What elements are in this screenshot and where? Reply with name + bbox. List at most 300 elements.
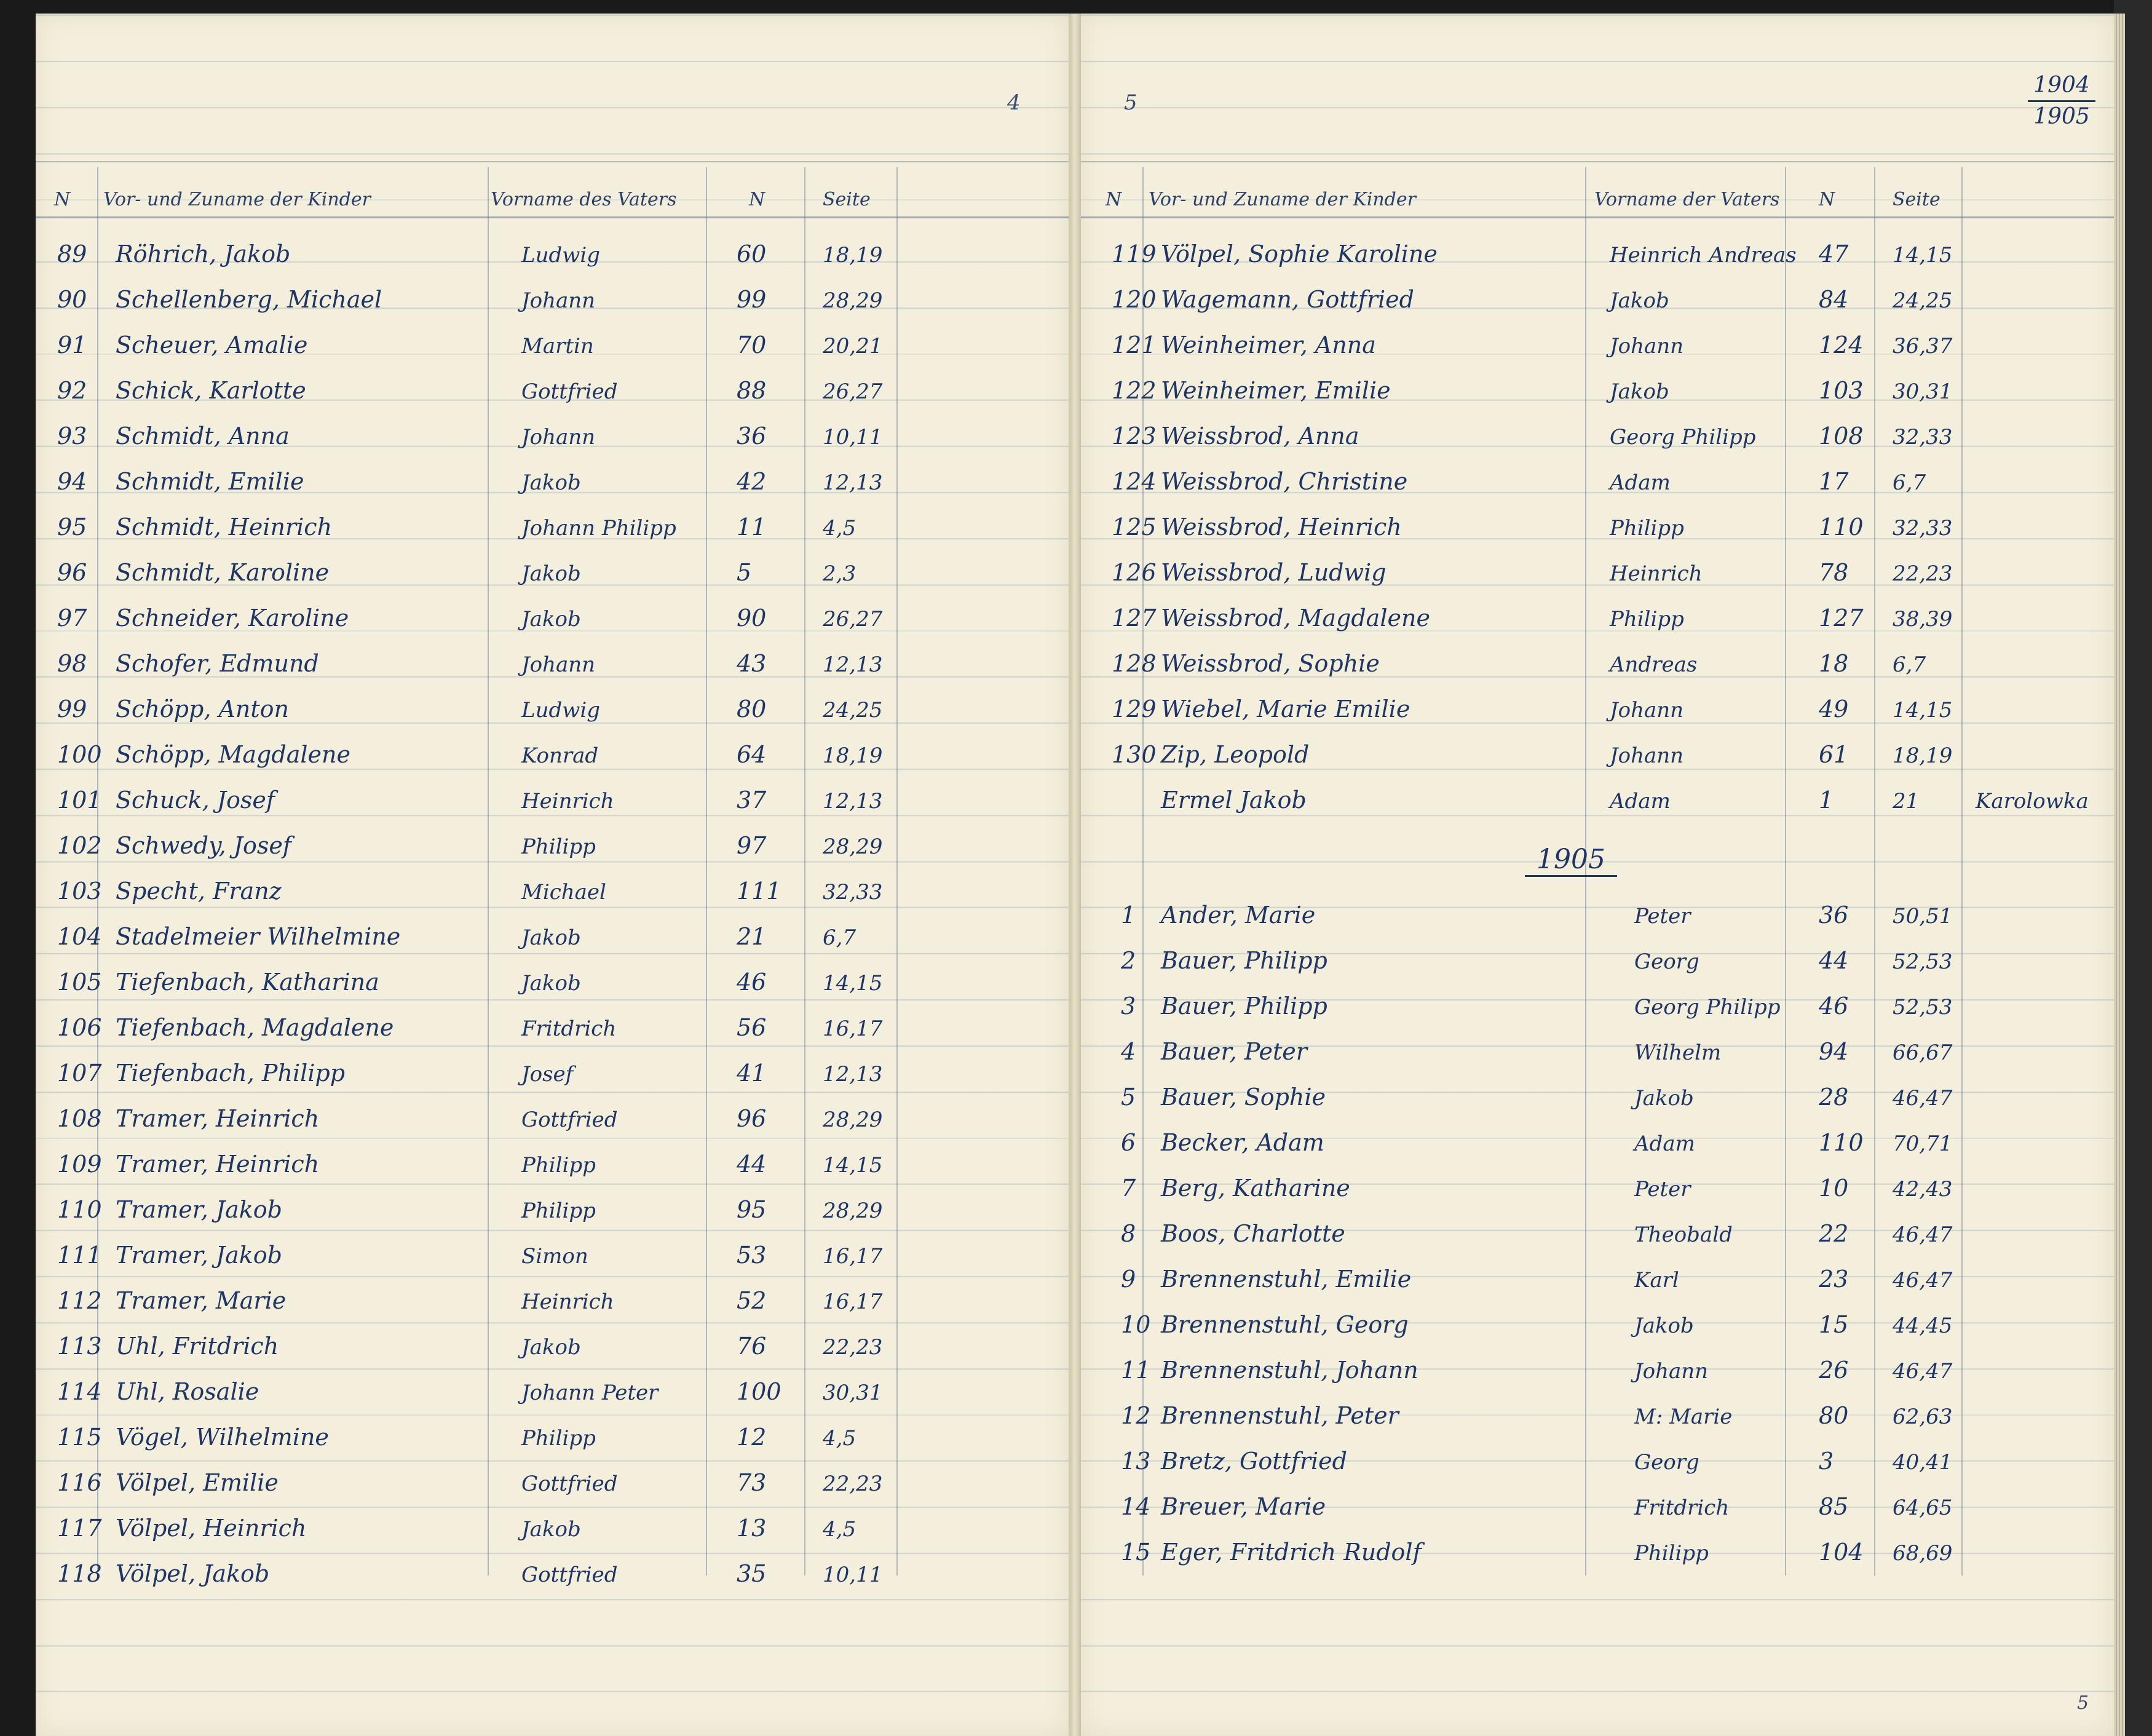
row-number: 121 <box>1112 331 1157 359</box>
father-name: Heinrich <box>521 1290 614 1314</box>
child-name: Weinheimer, Emilie <box>1161 377 1391 404</box>
child-name: Bauer, Peter <box>1161 1038 1307 1065</box>
page-edges <box>2114 0 2152 1736</box>
row-number: 6 <box>1121 1129 1136 1156</box>
father-name: Simon <box>521 1244 588 1269</box>
entry-number: 90 <box>737 604 767 632</box>
father-name: Heinrich <box>521 789 614 814</box>
entry-number: 17 <box>1819 468 1849 495</box>
father-name: Gottfried <box>521 1108 618 1132</box>
row-number: 97 <box>57 604 87 632</box>
father-name: Fritdrich <box>1634 1496 1730 1520</box>
child-name: Ermel Jakob <box>1161 787 1307 814</box>
page-reference: 16,17 <box>823 1290 883 1314</box>
father-name: Johann <box>1610 743 1684 768</box>
child-name: Bauer, Sophie <box>1161 1084 1326 1111</box>
page-reference: 4,5 <box>823 516 856 541</box>
child-name: Schwedy, Josef <box>116 832 291 859</box>
table-row <box>36 1409 1069 1454</box>
entry-number: 12 <box>737 1424 767 1451</box>
child-name: Schuck, Josef <box>116 787 275 814</box>
header-seite: Seite <box>823 189 871 210</box>
table-row <box>1081 1342 2114 1387</box>
child-name: Brennenstuhl, Emilie <box>1161 1266 1412 1293</box>
page-number: 5 <box>1124 90 1137 115</box>
page-reference: 44,45 <box>1893 1314 1953 1338</box>
father-name: Johann <box>1610 334 1684 359</box>
child-name: Ander, Marie <box>1161 902 1316 929</box>
page-reference: 28,29 <box>823 1108 883 1132</box>
father-name: Peter <box>1634 904 1691 929</box>
entry-number: 99 <box>737 286 767 313</box>
page-reference: 26,27 <box>823 607 883 632</box>
entry-number: 124 <box>1819 331 1864 359</box>
table-row <box>36 772 1069 817</box>
year-fraction-bottom: 1905 <box>2033 104 2090 129</box>
row-number: 107 <box>57 1060 102 1087</box>
table-row <box>36 635 1069 681</box>
child-name: Völpel, Heinrich <box>116 1515 307 1542</box>
fraction-bar <box>2028 100 2095 102</box>
father-name: Jakob <box>521 1335 581 1360</box>
row-number: 95 <box>57 513 87 541</box>
father-name: Jakob <box>521 561 581 586</box>
father-name: Johann <box>521 652 596 677</box>
child-name: Tramer, Jakob <box>116 1242 282 1269</box>
table-row <box>36 544 1069 590</box>
row-number: 104 <box>57 923 102 950</box>
row-number: 15 <box>1121 1539 1151 1566</box>
child-name: Völpel, Emilie <box>116 1469 279 1496</box>
table-row <box>1081 978 2114 1023</box>
page-reference: 52,53 <box>1893 949 1953 974</box>
entry-number: 44 <box>737 1151 767 1178</box>
child-name: Tramer, Jakob <box>116 1196 282 1223</box>
table-row <box>36 362 1069 408</box>
father-name: Adam <box>1634 1132 1695 1156</box>
entry-number: 88 <box>737 377 767 404</box>
entry-number: 18 <box>1819 650 1849 677</box>
father-name: Jakob <box>1634 1314 1694 1338</box>
table-row <box>36 1318 1069 1363</box>
row-number: 109 <box>57 1151 102 1178</box>
row-number: 125 <box>1112 513 1157 541</box>
table-row <box>36 908 1069 954</box>
entry-number: 108 <box>1819 422 1864 450</box>
row-number: 108 <box>57 1105 102 1132</box>
entry-number: 110 <box>1819 513 1864 541</box>
row-number: 91 <box>57 331 87 359</box>
year-heading: 1905 <box>1525 844 1617 877</box>
page-reference: 14,15 <box>823 1153 883 1178</box>
child-name: Schofer, Edmund <box>116 650 319 677</box>
table-row <box>36 1227 1069 1272</box>
child-name: Uhl, Rosalie <box>116 1378 259 1405</box>
entry-number: 60 <box>737 240 767 268</box>
table-row <box>1081 1524 2114 1569</box>
header-rule <box>1081 216 2114 218</box>
page-reference: 22,23 <box>823 1472 883 1496</box>
table-row <box>1081 1251 2114 1296</box>
entry-number: 36 <box>737 422 767 450</box>
entry-number: 13 <box>737 1515 767 1542</box>
child-name: Vögel, Wilhelmine <box>116 1424 329 1451</box>
header-nr: N <box>749 189 765 210</box>
row-number: 124 <box>1112 468 1157 495</box>
page-reference: 32,33 <box>1893 425 1953 450</box>
table-row <box>1081 590 2114 635</box>
child-name: Wiebel, Marie Emilie <box>1161 696 1410 723</box>
table-row <box>36 1136 1069 1181</box>
entry-number: 44 <box>1819 947 1849 974</box>
page-reference: 46,47 <box>1893 1223 1953 1247</box>
father-name: Josef <box>521 1062 574 1087</box>
entry-number: 80 <box>737 696 767 723</box>
child-name: Bauer, Philipp <box>1161 947 1327 974</box>
entry-number: 21 <box>737 923 767 950</box>
entry-number: 42 <box>737 468 767 495</box>
father-name: Fritdrich <box>521 1017 617 1041</box>
entry-number: 97 <box>737 832 767 859</box>
entry-number: 80 <box>1819 1402 1849 1429</box>
child-name: Weissbrod, Christine <box>1161 468 1408 495</box>
page-reference: 70,71 <box>1893 1132 1953 1156</box>
father-name: Ludwig <box>521 243 600 268</box>
child-name: Becker, Adam <box>1161 1129 1324 1156</box>
page-reference: 6,7 <box>823 925 856 950</box>
child-name: Berg, Katharine <box>1161 1175 1350 1202</box>
page-reference: 38,39 <box>1893 607 1953 632</box>
row-number: 113 <box>57 1333 102 1360</box>
table-row <box>36 1545 1069 1591</box>
entry-number: 41 <box>737 1060 767 1087</box>
father-name: Johann <box>1610 698 1684 723</box>
entry-number: 5 <box>737 559 752 586</box>
page-reference: 12,13 <box>823 789 883 814</box>
table-row <box>1081 1114 2114 1160</box>
row-number: 9 <box>1121 1266 1136 1293</box>
child-name: Boos, Charlotte <box>1161 1220 1345 1247</box>
row-number: 122 <box>1112 377 1157 404</box>
father-name: Ludwig <box>521 698 600 723</box>
table-row <box>1081 408 2114 453</box>
table-row <box>36 1454 1069 1500</box>
father-name: Philipp <box>1610 607 1684 632</box>
entry-number: 10 <box>1819 1175 1849 1202</box>
row-number: 115 <box>57 1424 102 1451</box>
table-row <box>36 863 1069 908</box>
child-name: Schmidt, Anna <box>116 422 290 450</box>
father-name: Philipp <box>1634 1541 1709 1566</box>
child-name: Brennenstuhl, Georg <box>1161 1311 1409 1338</box>
page-reference: 4,5 <box>823 1517 856 1542</box>
father-name: Johann <box>1634 1359 1709 1384</box>
row-number: 103 <box>57 878 102 905</box>
page-reference: 22,23 <box>823 1335 883 1360</box>
entry-number: 103 <box>1819 377 1864 404</box>
row-number: 13 <box>1121 1448 1151 1475</box>
table-row <box>1081 317 2114 362</box>
father-name: Theobald <box>1634 1223 1733 1247</box>
father-name: Adam <box>1610 789 1671 814</box>
table-row <box>1081 932 2114 978</box>
page-reference: 6,7 <box>1893 652 1926 677</box>
entry-number: 94 <box>1819 1038 1849 1065</box>
father-name: Jakob <box>521 1517 581 1542</box>
row-number: 2 <box>1121 947 1136 974</box>
table-row <box>36 954 1069 999</box>
table-row <box>1081 772 2114 817</box>
row-number: 12 <box>1121 1402 1151 1429</box>
entry-number: 1 <box>1819 787 1834 814</box>
page-reference: 28,29 <box>823 834 883 859</box>
father-name: Heinrich <box>1610 561 1703 586</box>
child-name: Schmidt, Heinrich <box>116 513 333 541</box>
header-father: Vorname der Vaters <box>1594 189 1780 210</box>
child-name: Völpel, Sophie Karoline <box>1161 240 1438 268</box>
row-number: 3 <box>1121 993 1136 1020</box>
child-name: Brennenstuhl, Peter <box>1161 1402 1399 1429</box>
father-name: Gottfried <box>521 379 618 404</box>
row-number: 1 <box>1121 902 1136 929</box>
year-fraction <box>2028 72 2095 130</box>
footer-number: 5 <box>2077 1692 2089 1714</box>
row-number: 10 <box>1121 1311 1151 1338</box>
table-row <box>1081 1296 2114 1342</box>
page-reference: 46,47 <box>1893 1086 1953 1111</box>
table-row <box>36 817 1069 863</box>
page-reference: 40,41 <box>1893 1450 1953 1475</box>
row-number: 129 <box>1112 696 1157 723</box>
header-name: Vor- und Zuname der Kinder <box>1149 189 1416 210</box>
table-row <box>36 226 1069 271</box>
entry-number: 49 <box>1819 696 1849 723</box>
row-number: 7 <box>1121 1175 1136 1202</box>
father-name: Philipp <box>521 834 596 859</box>
table-row <box>36 317 1069 362</box>
entry-number: 37 <box>737 787 767 814</box>
table-row <box>36 1500 1069 1545</box>
father-name: Jakob <box>1634 1086 1694 1111</box>
header-father: Vorname des Vaters <box>491 189 677 210</box>
entry-number: 56 <box>737 1014 767 1041</box>
father-name: Georg <box>1634 1450 1699 1475</box>
page-reference: 6,7 <box>1893 470 1926 495</box>
father-name: Johann Peter <box>521 1381 659 1405</box>
child-name: Bretz, Gottfried <box>1161 1448 1347 1475</box>
page-reference: 12,13 <box>823 1062 883 1087</box>
row-number: 126 <box>1112 559 1157 586</box>
child-name: Zip, Leopold <box>1161 741 1310 768</box>
page-reference: 16,17 <box>823 1244 883 1269</box>
page-reference: 22,23 <box>1893 561 1953 586</box>
table-row <box>36 681 1069 726</box>
entry-number: 76 <box>737 1333 767 1360</box>
entry-number: 35 <box>737 1560 767 1587</box>
entry-number: 95 <box>737 1196 767 1223</box>
page-reference: 68,69 <box>1893 1541 1953 1566</box>
row-number: 106 <box>57 1014 102 1041</box>
page-reference: 46,47 <box>1893 1268 1953 1293</box>
table-row <box>36 590 1069 635</box>
entry-number: 46 <box>737 969 767 996</box>
entry-number: 61 <box>1819 741 1849 768</box>
entry-number: 78 <box>1819 559 1849 586</box>
child-name: Weissbrod, Anna <box>1161 422 1359 450</box>
table-row <box>1081 544 2114 590</box>
table-row <box>36 1090 1069 1136</box>
row-number: 96 <box>57 559 87 586</box>
child-name: Weissbrod, Magdalene <box>1161 604 1430 632</box>
father-name: Andreas <box>1610 652 1698 677</box>
page-reference: 21 <box>1893 789 1920 814</box>
entry-number: 52 <box>737 1287 767 1314</box>
father-name: Jakob <box>1610 288 1669 313</box>
entry-number: 100 <box>737 1378 781 1405</box>
entry-number: 96 <box>737 1105 767 1132</box>
entry-number: 36 <box>1819 902 1849 929</box>
table-row <box>1081 1387 2114 1433</box>
child-name: Schellenberg, Michael <box>116 286 382 313</box>
row-number: 118 <box>57 1560 102 1587</box>
table-row <box>1081 1160 2114 1205</box>
father-name: Philipp <box>521 1199 596 1223</box>
entry-number: 11 <box>737 513 767 541</box>
father-name: Jakob <box>521 607 581 632</box>
father-name: Johann <box>521 425 596 450</box>
row-number: 101 <box>57 787 102 814</box>
child-name: Weissbrod, Sophie <box>1161 650 1380 677</box>
row-number: 130 <box>1112 741 1157 768</box>
father-name: Heinrich Andreas <box>1610 243 1797 268</box>
table-row <box>36 499 1069 544</box>
table-row <box>36 1181 1069 1227</box>
row-number: 127 <box>1112 604 1157 632</box>
page-reference: 24,25 <box>1893 288 1953 313</box>
row-number: 99 <box>57 696 87 723</box>
child-name: Breuer, Marie <box>1161 1493 1326 1520</box>
top-rule <box>36 161 1069 162</box>
page-reference: 26,27 <box>823 379 883 404</box>
child-name: Schick, Karlotte <box>116 377 306 404</box>
row-number: 119 <box>1112 240 1157 268</box>
right-page <box>1081 14 2114 1736</box>
father-name: Philipp <box>521 1426 596 1451</box>
father-name: Georg Philipp <box>1634 995 1781 1020</box>
father-name: Jakob <box>521 925 581 950</box>
page-number: 4 <box>1007 90 1021 115</box>
table-row <box>1081 635 2114 681</box>
father-name: Konrad <box>521 743 599 768</box>
page-reference: 10,11 <box>823 1563 883 1587</box>
row-number: 117 <box>57 1515 102 1542</box>
father-name: Philipp <box>521 1153 596 1178</box>
table-row <box>1081 226 2114 271</box>
header-num: N <box>1106 189 1122 210</box>
row-number: 114 <box>57 1378 102 1405</box>
table-row <box>1081 887 2114 932</box>
entry-number: 104 <box>1819 1539 1864 1566</box>
father-name: M: Marie <box>1634 1405 1733 1429</box>
row-note: Karolowka <box>1976 789 2089 814</box>
father-name: Jakob <box>521 470 581 495</box>
father-name: Peter <box>1634 1177 1691 1202</box>
page-reference: 30,31 <box>823 1381 883 1405</box>
father-name: Jakob <box>521 971 581 996</box>
father-name: Georg <box>1634 949 1699 974</box>
top-rule <box>1081 161 2114 162</box>
entry-number: 64 <box>737 741 767 768</box>
table-row <box>36 1363 1069 1409</box>
page-reference: 42,43 <box>1893 1177 1953 1202</box>
row-number: 120 <box>1112 286 1157 313</box>
child-name: Specht, Franz <box>116 878 282 905</box>
row-number: 4 <box>1121 1038 1136 1065</box>
father-name: Philipp <box>1610 516 1684 541</box>
page-reference: 12,13 <box>823 470 883 495</box>
row-number: 110 <box>57 1196 102 1223</box>
header-num: N <box>54 189 71 210</box>
left-page <box>36 14 1069 1736</box>
entry-number: 22 <box>1819 1220 1849 1247</box>
child-name: Weissbrod, Ludwig <box>1161 559 1387 586</box>
row-number: 112 <box>57 1287 102 1314</box>
page-reference: 36,37 <box>1893 334 1953 359</box>
row-number: 100 <box>57 741 102 768</box>
page-reference: 14,15 <box>1893 243 1953 268</box>
year-fraction-top: 1904 <box>2033 73 2090 98</box>
page-reference: 24,25 <box>823 698 883 723</box>
row-number: 90 <box>57 286 87 313</box>
father-name: Georg Philipp <box>1610 425 1756 450</box>
entry-number: 3 <box>1819 1448 1834 1475</box>
row-number: 102 <box>57 832 102 859</box>
entry-number: 26 <box>1819 1357 1849 1384</box>
father-name: Johann Philipp <box>521 516 676 541</box>
page-reference: 52,53 <box>1893 995 1953 1020</box>
table-row <box>1081 726 2114 772</box>
child-name: Schmidt, Karoline <box>116 559 330 586</box>
entry-number: 23 <box>1819 1266 1849 1293</box>
page-reference: 62,63 <box>1893 1405 1953 1429</box>
table-row <box>1081 1069 2114 1114</box>
child-name: Weissbrod, Heinrich <box>1161 513 1402 541</box>
table-row <box>36 726 1069 772</box>
child-name: Weinheimer, Anna <box>1161 331 1376 359</box>
child-name: Brennenstuhl, Johann <box>1161 1357 1418 1384</box>
entry-number: 46 <box>1819 993 1849 1020</box>
row-number: 89 <box>57 240 87 268</box>
page-reference: 4,5 <box>823 1426 856 1451</box>
row-number: 116 <box>57 1469 102 1496</box>
child-name: Tramer, Heinrich <box>116 1105 320 1132</box>
entry-number: 15 <box>1819 1311 1849 1338</box>
row-number: 14 <box>1121 1493 1151 1520</box>
entry-number: 43 <box>737 650 767 677</box>
row-number: 93 <box>57 422 87 450</box>
child-name: Schmidt, Emilie <box>116 468 304 495</box>
page-reference: 32,33 <box>823 880 883 905</box>
child-name: Tiefenbach, Magdalene <box>116 1014 394 1041</box>
table-row <box>1081 681 2114 726</box>
entry-number: 70 <box>737 331 767 359</box>
table-row <box>36 271 1069 317</box>
header-rule <box>36 216 1069 218</box>
header-seite: Seite <box>1893 189 1940 210</box>
row-number: 111 <box>57 1242 102 1269</box>
child-name: Stadelmeier Wilhelmine <box>116 923 401 950</box>
page-reference: 66,67 <box>1893 1040 1953 1065</box>
